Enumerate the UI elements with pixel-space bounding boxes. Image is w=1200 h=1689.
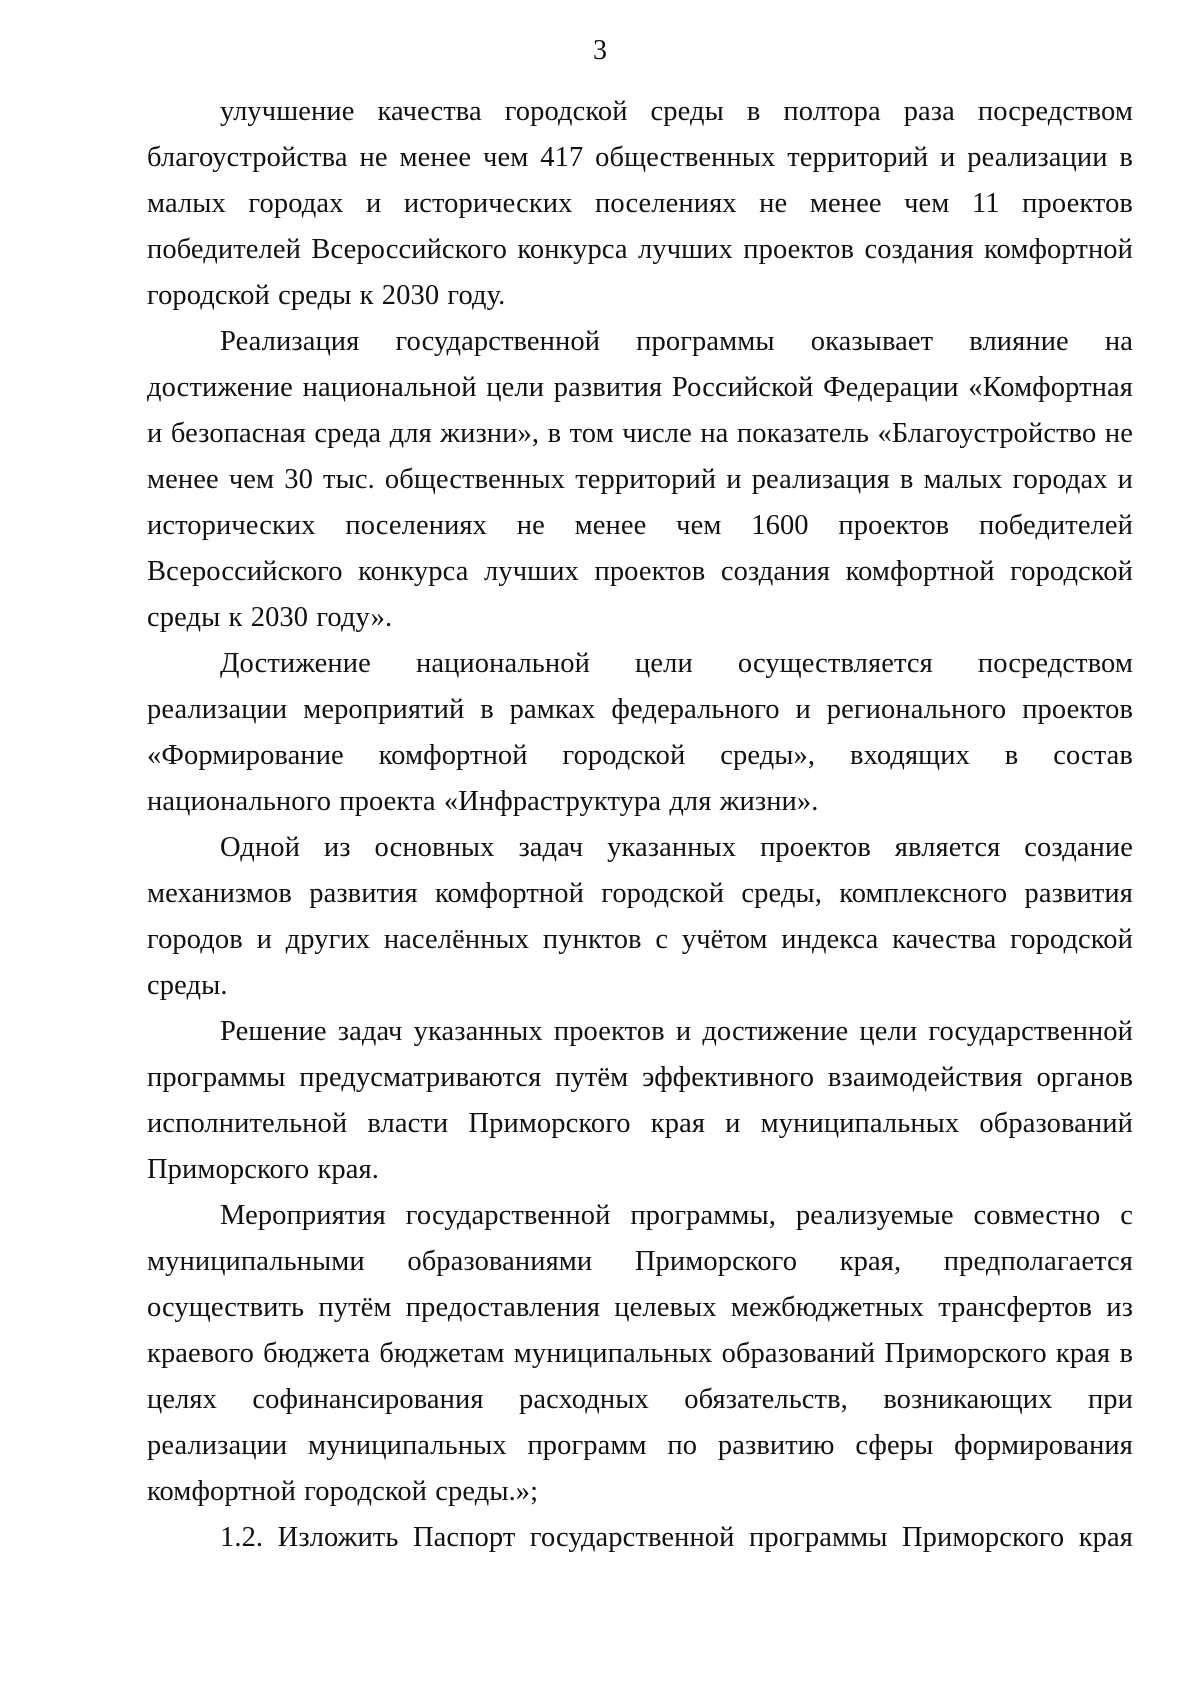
paragraph-5: Решение задач указанных проектов и достижение цели государственной программы предусматриваются путём эффективного взаимодействия органов исполнительной власти Приморского края и муниципальных образований Приморского края. xyxy=(147,1016,1133,1185)
document-body xyxy=(147,89,1133,1561)
paragraph-1: улучшение качества городской среды в полтора раза посредством благоустройства не менее чем 417 общественных территорий и реализации в малых городах и исторических поселениях не менее чем 11 проектов победителей Всероссийского конкурса лучших проектов создания комфортной городской среды к 2030 году. xyxy=(147,96,1133,311)
page-number: 3 xyxy=(593,35,607,66)
paragraph-7: 1.2. Изложить Паспорт государственной программы Приморского края xyxy=(220,1522,1133,1553)
paragraph-2: Реализация государственной программы оказывает влияние на достижение национальной цели развития Российской Федерации «Комфортная и безопасная среда для жизни», в том числе на показатель «Благоустройство не менее чем 30 тыс. общественных территорий и реализация в малых городах и исторических поселениях не менее чем 1600 проектов победителей Всероссийского конкурса лучших проектов создания комфортной городской среды к 2030 году». xyxy=(147,326,1133,633)
paragraph-4: Одной из основных задач указанных проектов является создание механизмов развития комфортной городской среды, комплексного развития городов и других населённых пунктов с учётом индекса качества городской среды. xyxy=(147,832,1133,1001)
paragraph-6: Мероприятия государственной программы, реализуемые совместно с муниципальными образованиями Приморского края, предполагается осуществить путём предоставления целевых межбюджетных трансфертов из краевого бюджета бюджетам муниципальных образований Приморского края в целях софинансирования расходных обязательств, возникающих при реализации муниципальных программ по развитию сферы формирования комфортной городской среды.»; xyxy=(147,1200,1133,1507)
paragraph-3: Достижение национальной цели осуществляется посредством реализации мероприятий в рамках федерального и регионального проектов «Формирование комфортной городской среды», входящих в состав национального проекта «Инфраструктура для жизни». xyxy=(147,648,1133,817)
